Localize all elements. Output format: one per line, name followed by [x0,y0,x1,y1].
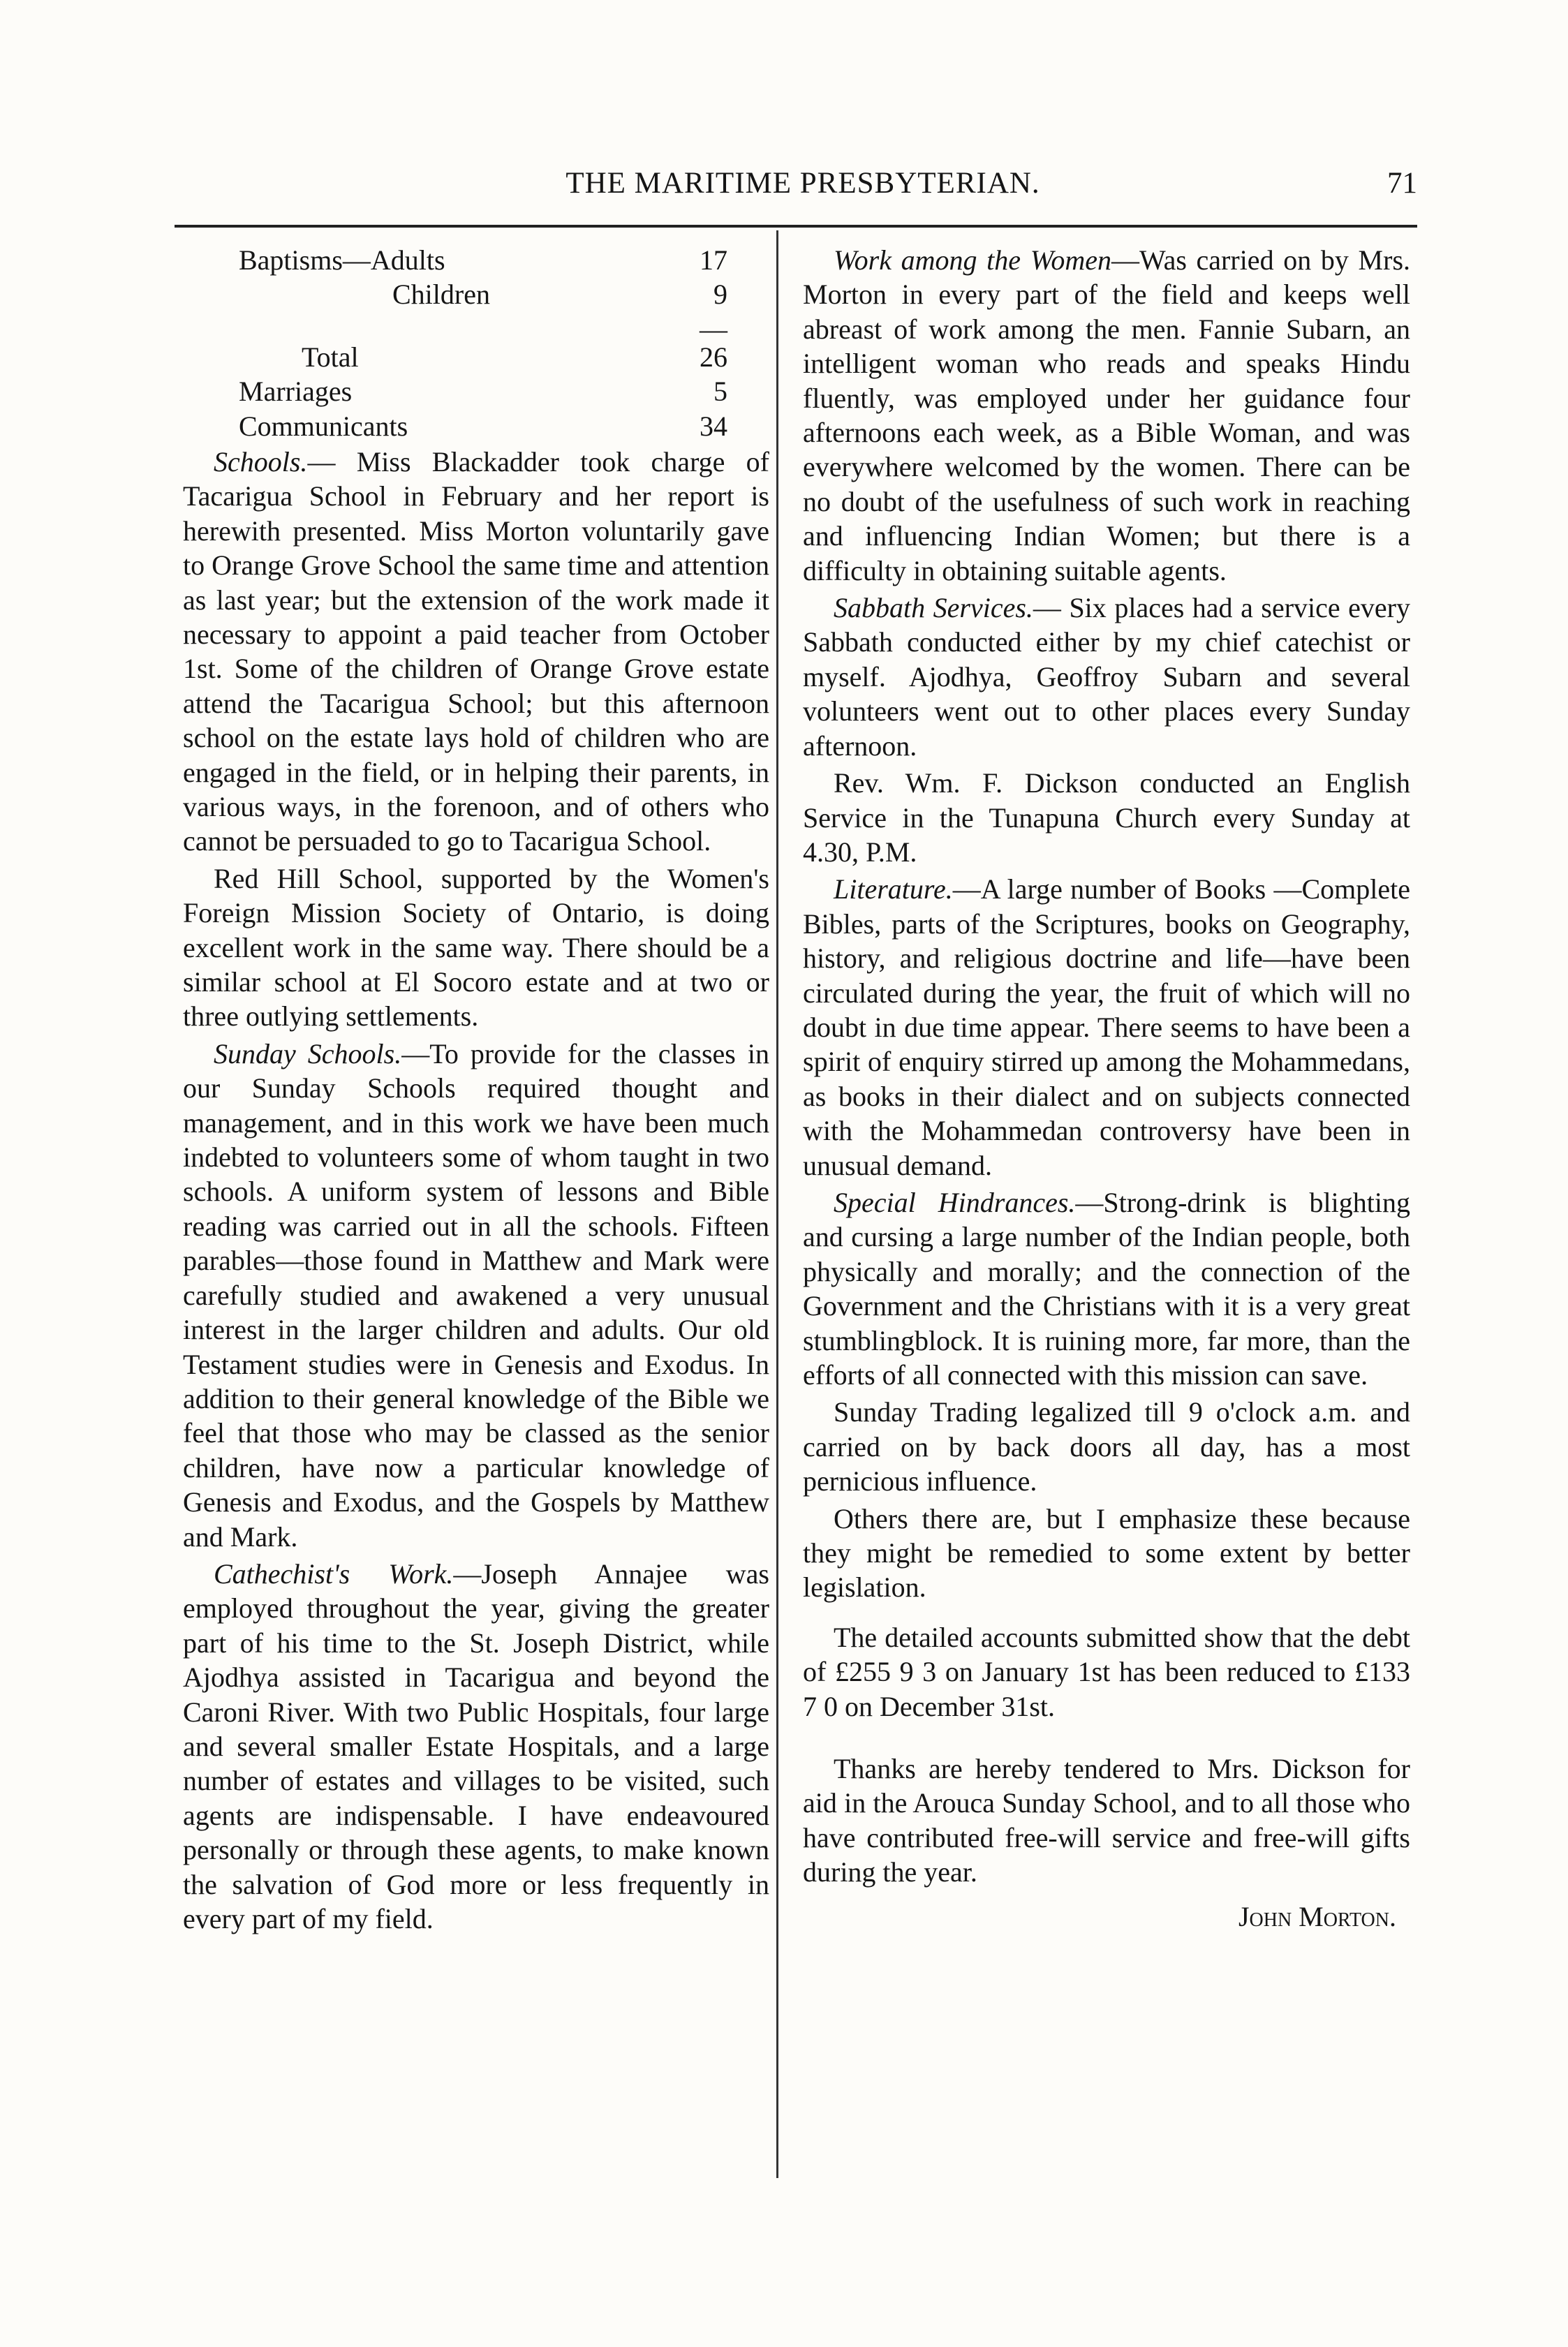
stat-value: 17 [700,244,727,276]
paragraph-thanks [803,1752,1410,1890]
stat-label: Total [302,341,359,373]
section-heading: Cathechist's Work. [214,1557,454,1590]
stat-label: Communicants [239,410,408,442]
paragraph-dickson [803,766,1410,869]
paragraph-text: —Strong-drink is blighting and cursing a large number of the Indian people, both physically and morally; and the connection of the Government and the Christians with it is a very great stumblingblock. It is ruining more, far more, than the efforts of all connected with this mission can save. [803,1186,1410,1391]
stat-label: Baptisms—Adults [239,244,445,276]
paragraph-text: —To provide for the classes in our Sunday Schools required thought and management, and in this work we have been much indebted to volunteers some of whom taught in two schools. A uniform system of lessons and Bible reading was carried out in all the schools. Fifteen parables—those found in Matthew and Mark were carefully studied and awakened a very unusual interest in the larger children and adults. Our old Testament studies were in Genesis and Exodus. In addition to their general knowledge of the Bible we feel that those who may be classed as the senior children, have now a particular knowledge of Genesis and Exodus, and the Gospels by Matthew and Mark. [183,1037,769,1553]
paragraph-women [803,243,1410,588]
paragraph-text: The detailed accounts submitted show that the debt of £255 9 3 on January 1st has been reduced to £133 7 0 on December 31st. [803,1621,1410,1722]
section-heading: Work among the Women [834,244,1112,276]
section-heading: Sunday Schools. [214,1037,402,1069]
right-column [803,243,1410,1934]
paragraph-text: Others there are, but I emphasize these because they might be remedied to some extent by better legislation. [803,1502,1410,1604]
journal-title: THE MARITIME PRESBYTERIAN. [565,167,1040,200]
section-heading: Literature. [834,873,953,905]
section-heading: Sabbath Services. [834,592,1033,624]
stat-label: Children [392,279,490,311]
header-rule [175,225,1417,228]
page-number: 71 [1387,167,1417,200]
paragraph-schools [183,445,769,859]
stat-value: 34 [700,410,727,442]
stat-row-marriages [183,374,769,408]
stat-value: 26 [700,341,727,373]
paragraph-text: Rev. Wm. F. Dickson conducted an English Service in the Tunapuna Church every Sunday at 4.30, P.M. [803,767,1410,868]
paragraph-text: — Six places had a service every Sabbath conducted either by my chief catechist or myself. Ajodhya, Geoffroy Subarn and several volunteers went out to other places every Sunday afternoon. [803,592,1410,762]
section-heading: Special Hindrances. [834,1186,1076,1218]
paragraph-sabbath [803,591,1410,763]
stat-label: Marriages [239,376,353,408]
paragraph-text: Sunday Trading legalized till 9 o'clock a.m. and carried on by back doors all day, has a most pernicious influence. [803,1396,1410,1497]
left-column [183,243,769,1936]
section-heading: Schools. [214,445,308,477]
stat-value: 9 [713,279,727,311]
paragraph-literature [803,872,1410,1183]
paragraph-text: —A large number of Books —Complete Bibles, parts of the Scriptures, books on Geography, history, and religious doctrine and life—have been circulated during the year, the fruit of which will no doubt in due time appear. There seems to have been a spirit of enquiry stirred up among the Mohammedans, as books in their dialect and on subjects connected with the Mohammedan controversy have been in unusual demand. [803,873,1410,1181]
paragraph-text: —Was carried on by Mrs. Morton in every part of the field and keeps well abreast of work among the men. Fannie Subarn, an intelligent woman who reads and speaks Hindu fluently, was employed under her guidance four afternoons each week, as a Bible Woman, and was everywhere welcomed by the women. There can be no doubt of the usefulness of such work in reaching and influencing Indian Women; but there is a difficulty in obtaining suitable agents. [803,244,1411,586]
paragraph-red-hill [183,861,769,1034]
stat-row-children [183,277,769,311]
signature: John Morton. [1238,1900,1396,1932]
stat-row-rule [183,312,769,345]
stat-value: 5 [713,376,727,408]
paragraph-hindrances [803,1185,1410,1392]
paragraph-catechist [183,1557,769,1936]
statistics-table [183,243,769,443]
stat-dash: — [700,313,727,345]
paragraph-text: —Joseph Annajee was employed throughout the year, giving the greater part of his time to the St. Joseph District, while Ajodhya assisted in Tacarigua and beyond the Caroni River. With two Public Hospitals, four large and several smaller Estate Hospitals, and a large number of estates and villages to be visited, such agents are indispensable. I have endeavoured personally or through these agents, to make known the salvation of God more or less frequently in every part of my field. [183,1557,769,1935]
paragraph-text: — Miss Blackadder took charge of Tacarigua School in February and her report is herewith presented. Miss Morton voluntarily gave to Orange Grove School the same time and attention as last year; but the extension of the work made it necessary to appoint a paid teacher from October 1st. Some of the children of Orange Grove estate attend the Tacarigua School; but this afternoon school on the estate lays hold of children who are engaged in the field, or in helping their parents, in various ways, in the forenoon, and of others who cannot be persuaded to go to Tacarigua School. [183,445,769,857]
paragraph-text: Red Hill School, supported by the Women's Foreign Mission Society of Ontario, is doing excellent work in the same way. There should be a similar school at El Socoro estate and at two or three outlying settlements. [183,862,769,1032]
stat-row-total [183,340,769,374]
paragraph-text: Thanks are hereby tendered to Mrs. Dickson for aid in the Arouca Sunday School, and to all those who have contributed free-will service and free-will gifts during the year. [803,1753,1410,1888]
paragraph-trading [803,1395,1410,1498]
paragraph-accounts [803,1620,1410,1724]
stat-row-baptisms-adults [183,243,769,277]
running-header [188,166,1417,215]
paragraph-others [803,1502,1410,1605]
paragraph-sunday-schools [183,1037,769,1554]
stat-row-communicants [183,409,769,443]
column-divider [776,230,778,2178]
